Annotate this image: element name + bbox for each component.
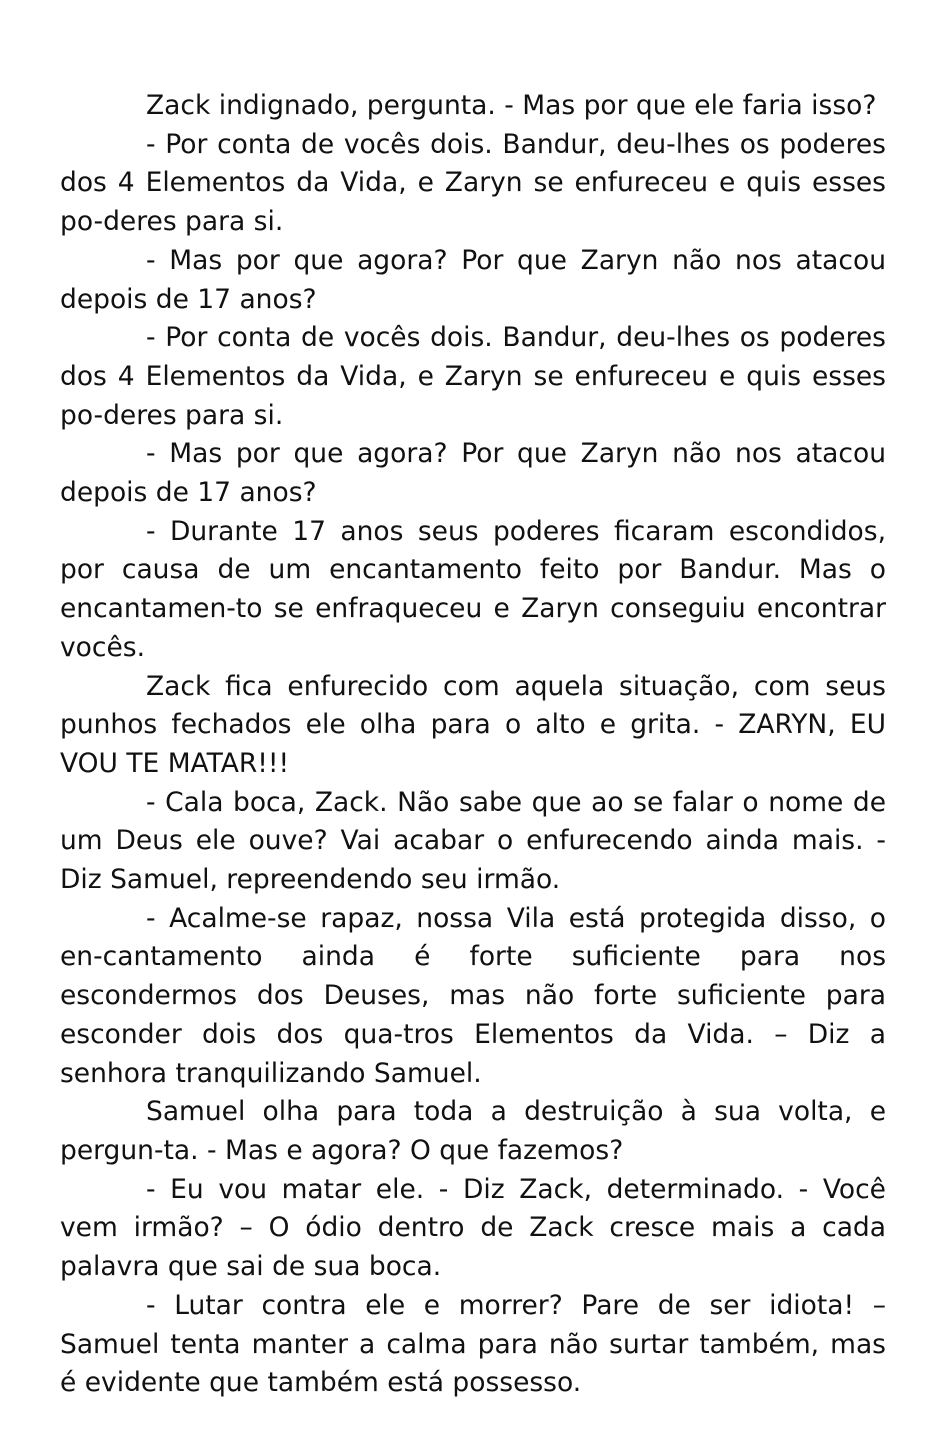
paragraph-3: - Mas por que agora? Por que Zaryn não nos atacou depois de 17 anos? bbox=[60, 244, 886, 315]
paragraph-4: - Por conta de vocês dois. Bandur, deu-lhes os poderes dos 4 Elementos da Vida, e Zaryn se enfureceu e quis esses po-deres para si. bbox=[60, 322, 886, 431]
page-text-body bbox=[60, 87, 886, 1403]
paragraph-10: Samuel olha para toda a destruição à sua volta, e pergun-ta. - Mas e agora? O que fazemos? bbox=[60, 1096, 886, 1166]
paragraph-9: - Acalme-se rapaz, nossa Vila está protegida disso, o en-cantamento ainda é forte suficiente para nos escondermos dos Deuses, mas não forte suficiente para esconder dois dos qua-tros Elementos da Vida. – Diz a senhora tranquilizando Samuel. bbox=[60, 902, 886, 1089]
paragraph-11: - Eu vou matar ele. - Diz Zack, determinado. - Você vem irmão? – O ódio dentro de Zack cresce mais a cada palavra que sai de sua boca. bbox=[60, 1173, 886, 1283]
paragraph-8: - Cala boca, Zack. Não sabe que ao se falar o nome de um Deus ele ouve? Vai acabar o enfurecendo ainda mais. - Diz Samuel, repreendendo seu irmão. bbox=[60, 786, 886, 896]
paragraph-6: - Durante 17 anos seus poderes ficaram escondidos, por causa de um encantamento feito por Bandur. Mas o encantamen-to se enfraqueceu e Zaryn conseguiu encontrar vocês. bbox=[60, 515, 886, 663]
paragraph-7: Zack fica enfurecido com aquela situação, com seus punhos fechados ele olha para o alto e grita. - ZARYN, EU VOU TE MATAR!!! bbox=[60, 670, 886, 779]
paragraph-2: - Por conta de vocês dois. Bandur, deu-lhes os poderes dos 4 Elementos da Vida, e Zaryn se enfureceu e quis esses po-deres para si. bbox=[60, 128, 886, 238]
paragraph-1: Zack indignado, pergunta. - Mas por que ele faria isso? bbox=[146, 90, 877, 121]
paragraph-5: - Mas por que agora? Por que Zaryn não nos atacou depois de 17 anos? bbox=[60, 438, 886, 509]
paragraph-12: - Lutar contra ele e morrer? Pare de ser idiota! – Samuel tenta manter a calma para não surtar também, mas é evidente que também está possesso. bbox=[60, 1289, 886, 1399]
